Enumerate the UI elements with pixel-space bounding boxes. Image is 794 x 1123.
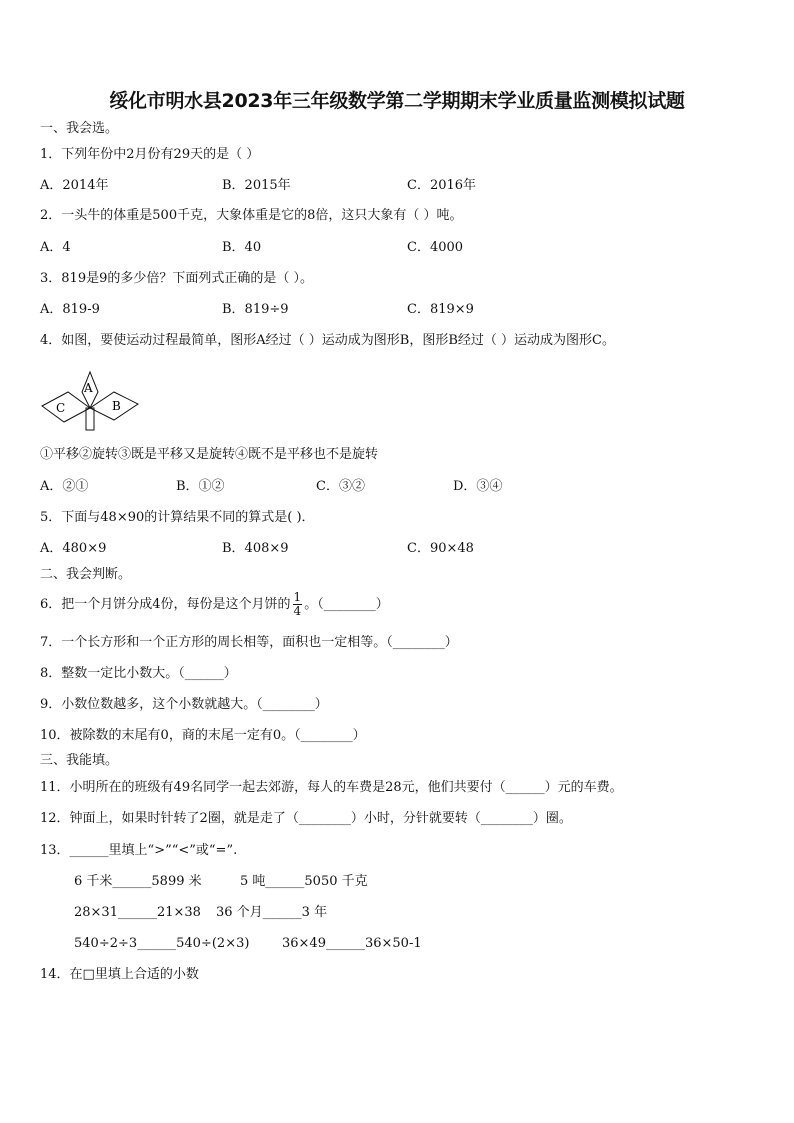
fraction-denominator: 4 <box>293 604 302 618</box>
q4-option-d: D．③④ <box>453 479 503 494</box>
q3-option-b: B．819÷9 <box>222 302 289 317</box>
page-title: 绥化市明水县2023年三年级数学第二学期期末学业质量监测模拟试题 <box>109 90 685 112</box>
q4-choice-list: ①平移②旋转③既是平移又是旋转④既不是平移也不是旋转 <box>40 447 379 462</box>
q13-item-1: 6 千米______5899 米 <box>74 874 202 889</box>
q1-option-b: B．2015年 <box>222 178 291 193</box>
question-6 <box>40 590 389 620</box>
label-a: A <box>84 381 93 395</box>
q13-item-4: 36 个月______3 年 <box>216 905 328 920</box>
question-3: 3．819是9的多少倍？下面列式正确的是（ ）。 <box>40 271 313 286</box>
rotation-figure <box>38 368 142 434</box>
q6-text-after: 。（________） <box>304 597 389 612</box>
q1-option-a: A．2014年 <box>40 178 109 193</box>
fraction-one-quarter <box>293 591 303 618</box>
label-b: B <box>112 399 121 413</box>
q4-option-c: C．③② <box>316 479 365 494</box>
q13-item-5: 540÷2÷3______540÷(2×3) <box>74 936 250 951</box>
q2-option-b: B．40 <box>222 240 262 255</box>
figure-stem <box>86 408 94 430</box>
q5-option-c: C．90×48 <box>407 541 474 556</box>
question-5: 5．下面与48×90的计算结果不同的算式是( )． <box>40 510 315 525</box>
q2-option-c: C．4000 <box>407 240 464 255</box>
q6-text-before: 6．把一个月饼分成4份，每份是这个月饼的 <box>40 597 291 612</box>
q5-option-a: A．480×9 <box>40 541 107 556</box>
q13-item-3: 28×31______21×38 <box>74 905 201 920</box>
q13-item-2: 5 吨______5050 千克 <box>240 874 368 889</box>
question-12: 12．钟面上，如果时针转了2圈，就是走了（________）小时，分针就要转（________）圈。 <box>40 811 572 826</box>
question-4: 4．如图，要使运动过程最简单，图形A经过（ ）运动成为图形B，图形B经过（ ）运动成为图形C。 <box>40 333 615 348</box>
question-7: 7．一个长方形和一个正方形的周长相等，面积也一定相等。（________） <box>40 635 458 650</box>
section-heading-1: 一、我会选。 <box>40 121 119 136</box>
question-8: 8．整数一定比小数大。（______） <box>40 666 237 681</box>
section-heading-3: 三、我能填。 <box>40 753 119 768</box>
question-11: 11．小明所在的班级有49名同学一起去郊游，每人的车费是28元，他们共要付（______）元的车费。 <box>40 780 623 795</box>
q13-item-6: 36×49______36×50-1 <box>282 936 422 951</box>
label-c: C <box>56 401 66 415</box>
question-14: 14．在□里填上合适的小数 <box>40 967 199 982</box>
q2-option-a: A．4 <box>40 240 71 255</box>
question-9: 9．小数位数越多，这个小数就越大。（________） <box>40 697 328 712</box>
question-2: 2．一头牛的体重是500千克，大象体重是它的8倍，这只大象有（ ）吨。 <box>40 208 463 223</box>
question-1: 1．下列年份中2月份有29天的是（ ） <box>40 147 260 162</box>
question-13: 13．______里填上“>”“<”或“=”. <box>40 843 238 858</box>
q5-option-b: B．408×9 <box>222 541 289 556</box>
shape-c <box>42 392 90 422</box>
q4-option-a: A．②① <box>40 479 89 494</box>
q4-option-b: B．①② <box>176 479 225 494</box>
q1-option-c: C．2016年 <box>407 178 477 193</box>
q3-option-a: A．819-9 <box>40 302 100 317</box>
question-10: 10．被除数的末尾有0，商的末尾一定有0。（________） <box>40 728 366 743</box>
section-heading-2: 二、我会判断。 <box>40 567 132 582</box>
q3-option-c: C．819×9 <box>407 302 474 317</box>
fraction-numerator: 1 <box>293 590 302 604</box>
